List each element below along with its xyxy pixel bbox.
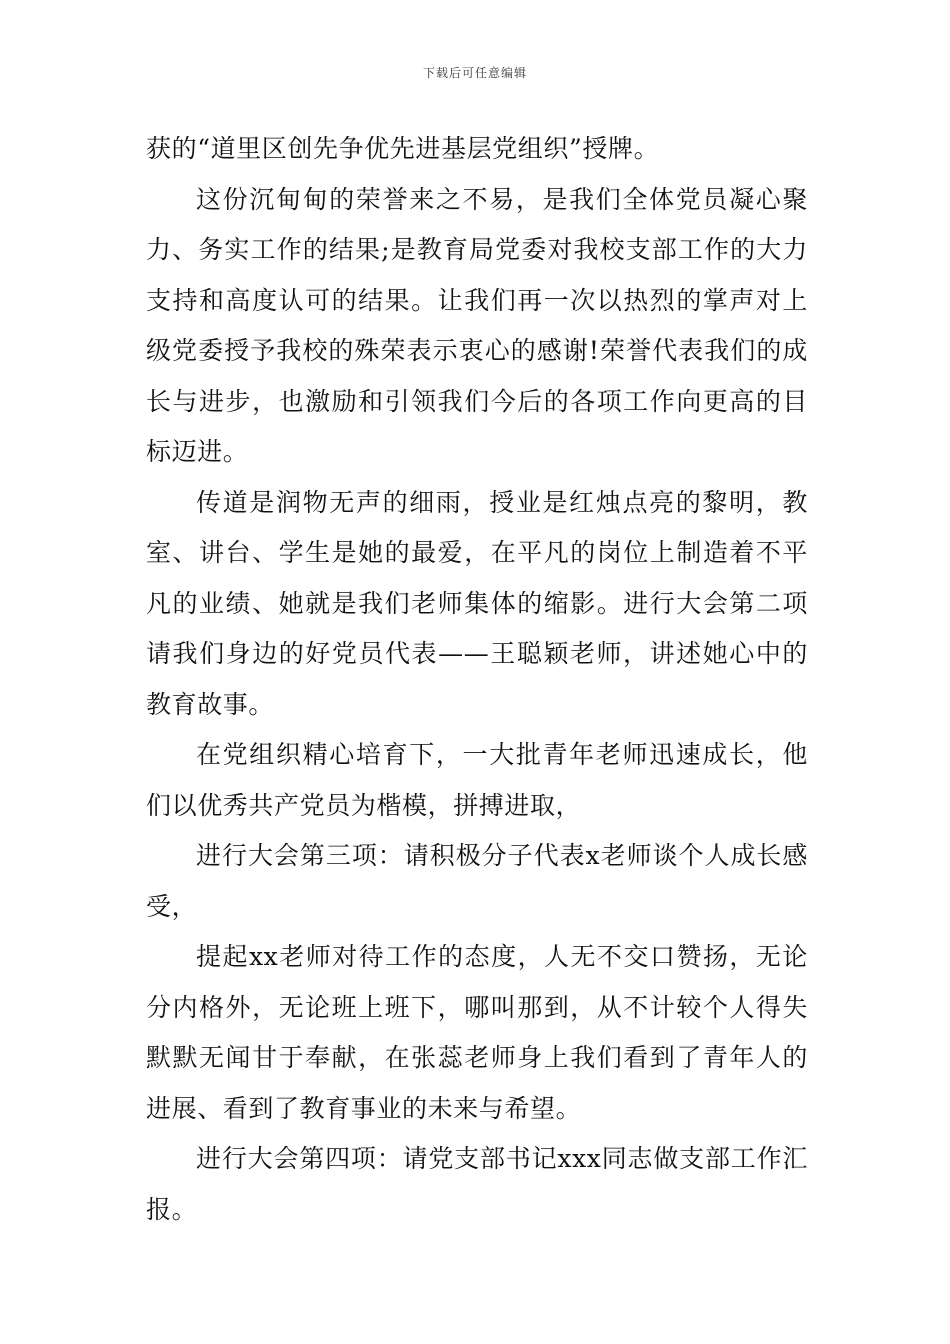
paragraph-2: 这份沉甸甸的荣誉来之不易，是我们全体党员凝心聚力、务实工作的结果;是教育局党委对我校支部工作的大力支持和高度认可的结果。让我们再一次以热烈的掌声对上级党委授予我校的殊荣表示衷心的感谢!荣誉代表我们的成长与进步，也激励和引领我们今后的各项工作向更高的目标迈进。 [146, 184, 808, 466]
paragraph-6: 提起xx老师对待工作的态度，人无不交口赞扬，无论分内格外，无论班上班下，哪叫那到，从不计较个人得失默默无闻甘于奉献，在张蕊老师身上我们看到了青年人的进展、看到了教育事业的未来与希望。 [146, 942, 808, 1123]
paragraph-5: 进行大会第三项：请积极分子代表x老师谈个人成长感受， [146, 841, 808, 921]
paragraph-4: 在党组织精心培育下，一大批青年老师迅速成长，他们以优秀共产党员为楷模，拼搏进取， [146, 740, 808, 820]
paragraph-7: 进行大会第四项：请党支部书记xxx同志做支部工作汇报。 [146, 1144, 808, 1224]
document-body [146, 124, 808, 1235]
paragraph-1: 获的“道里区创先争优先进基层党组织”授牌。 [146, 134, 660, 163]
header-note: 下载后可任意编辑 [422, 66, 527, 80]
paragraph-3: 传道是润物无声的细雨，授业是红烛点亮的黎明，教室、讲台、学生是她的最爱，在平凡的岗位上制造着不平凡的业绩、她就是我们老师集体的缩影。进行大会第二项请我们身边的好党员代表——王聪颖老师，讲述她心中的教育故事。 [146, 487, 808, 719]
